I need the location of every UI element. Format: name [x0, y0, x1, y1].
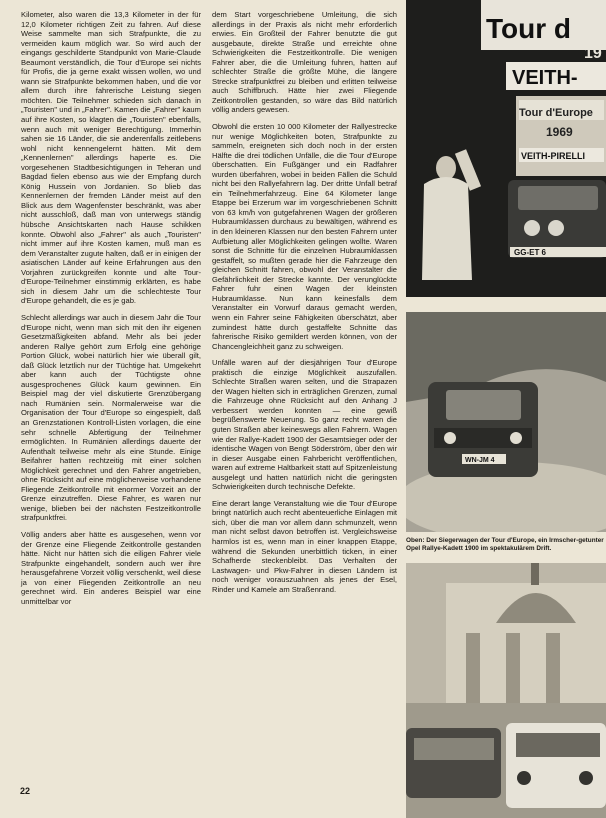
photo-finish-arch	[406, 0, 606, 297]
photo-cars-at-building	[406, 563, 606, 818]
paragraph: Kilometer, also waren die 13,3 Kilometer in der für 12,0 Kilometer richtigen Zeit zu fahren. Auf diese Weise sammelte man sich Strafpunkte, die zu vermeiden kaum möglich war. So wird auch der eingangs geschilderte Standpunkt von Marie-Claude Beaumont verständlich, die Tour d'Europe sei nichts für Profis, die ja gerne exakt wissen wollen, wo und wann sie Strafpunkte bekommen haben, und die vor allem durch ihre fahrerische Leistung siegen möchten. Die Teilnehmer schieden sich danach in „Touristen" und in „Fahrer". Kamen die „Fahrer" kaum auf ihre Kosten, so klagten die „Touristen" ebenfalls, wenn auch mit weniger Berechtigung. Immerhin sahen sie 16 Länder, die sie anderenfalls zeitlebens wohl nicht kennengelernt hätten. Mit dem „Kennenlernen" allerdings haperte es. Die vorgesehenen Stadtbesichtigungen in Teheran und Bagdad fielen ebenso aus wie der Empfang durch König Hussein von Jordanien. So blieb das Kennenlernen der fremden Länder meist auf den Blick aus dem Wagenfenster beschränkt, was aber nicht ausschloß, daß man von unterwegs ständig hübsche Ansichtskarten nach Hause schikken konnte. Obwohl also „Fahrer" als auch „Touristen" nicht immer auf ihre Kosten kamen, muß man es dem Veranstalter zugute halten, daß er in einigen der asiatischen Länder auf keine Erfahrungen aus den Vorjahren zurückgreifen konnte und alte Tour-d'Europe-Teilnehmer einstimmig erklärten, es habe sich in diesem Jahr um die schlechteste Tour d'Europe gehandelt, die es je gab.	[21, 10, 201, 306]
arch-title: Tour d'Europe	[519, 107, 593, 119]
banner-text: Tour d	[486, 13, 572, 44]
photo-rally-car-drift	[406, 312, 606, 532]
paragraph: Schlecht allerdings war auch in diesem Jahr die Tour d'Europe nicht, wenn man sich mit den ihr eigenen Gesetzmäßigkeiten abfand. Mehr als bei jeder anderen Rallye gehört zum Erfolg eine gehörige Portion Glück, wobei natürlich hier wie überall gilt, daß Glück letztlich nur der Tüchtige hat. Umgekehrt aber kann auch der Tüchtigste ohne ausgesprochenes Glück kaum gewinnen. Ein Beispiel mag der viel diskutierte Grenzübergang nach Rumänien sein. Normalerweise war die Organisation der Tour d'Europe so eingespielt, daß an Grenzstationen Kontroll-Listen vorlagen, die eine sehr schnelle Abfertigung der Teilnehmer ermöglichten. In Rumänien allerdings dauerte der Aufenthalt teilweise mehr als eine Stunde. Einige Beifahrer hatten rechtzeitig mit einer solchen Möglichkeit gerechnet und den Fahrer angetrieben, ohne Rücksicht auf eine möglicherweise vorhandene Fliegende Zeitkontrolle mit enormer Vorzeit an der Grenze einzutreffen. Diese Fahrer, es waren nur wenige, blieben bei der nächsten Festzeitkontrolle strafpunktfrei.	[21, 312, 201, 523]
text-column-middle	[212, 10, 397, 601]
paragraph: dem Start vorgeschriebene Umleitung, die sich allerdings in der Praxis als nicht mehr erforderlich erwies. Ein Großteil der Fahrer benutzte die gut ausgebaute, direkte Straße und erreichte ohne Schwierigkeiten die Festzeitkontrolle. Die wenigen Fahrer aber, die die Umleitung fuhren, hatten auf schlechter Straße die größte Mühe, die längere Strecke strafpunktfrei zu bleiben und erlitten teilweise auch Schiffbruch. Hätte hier zwei Fliegende Zeitkontrollen gestanden, so wäre das Bild natürlich völlig anders gewesen.	[212, 10, 397, 115]
paragraph: Obwohl die ersten 10 000 Kilometer der Rallyestrecke nur wenige Möglichkeiten boten, Strafpunkte zu sammeln, ereigneten sich doch noch in der ersten Hälfte die drei tödlichen Unfälle, die die Tour d'Europe überschatten. Ein Fußgänger und ein Radfahrer wurden überfahren, wobei in beiden Fällen die Schuld nicht bei den Rallyefahrern lag. Der dritte Unfall betraf ein Teilnehmerfahrzeug. Eine 64 Kilometer lange Etappe bei Erzerum war im vorgeschriebenen Schnitt von 63 km/h von gutgefahrenen Wagen der größeren Hubraumklassen durchaus zu bewältigen, während es in den kleineren Klassen nur den besten Fahrern unter Aufbietung aller Möglichkeiten gelingen wollte. Waren sonst die Schnitte für die einzelnen Hubraumklassen gestaffelt, so mußten gerade hier die Fahrzeuge den gleichen Schnitt fahren, obwohl der Veranstalter die Gefährlichkeit der Strecke kannte. Der verunglückte Fahrer fuhr einen Wagen der kleinsten Hubraumklasse. Nun kann keinesfalls dem Veranstalter ein Vorwurf daraus gemacht werden, wenn ein Fahrer seine Fähigkeiten überschätzt, aber zumindest hätte durch gestaffelte Schnitte das fahrerische Risiko gemildert werden können, von der Chancengleichheit ganz zu schweigen.	[212, 122, 397, 351]
page-number: 22	[20, 786, 31, 796]
veith-sign: VEITH-	[512, 67, 578, 89]
paragraph: Eine derart lange Veranstaltung wie die Tour d'Europe bringt natürlich auch recht abenteuerliche Einlagen mit sich, über die man vor allem dann schmunzelt, wenn man nicht selbst davon betroffen ist. Vergleichsweise harmlos ist es, wenn man in einer knappen Etappe, während die Sekunden unerbittlich ticken, in einer Schafherde steckenbleibt. Das Verhalten der Lastwagen- und Pkw-Fahrer in diesen Ländern ist noch weniger vorauszuahnen als jenes der Esel, Rinder und Kamele am Straßenrand.	[212, 498, 397, 594]
banner-year: 19	[584, 45, 602, 62]
paragraph: Völlig anders aber hätte es ausgesehen, wenn vor der Grenze eine Fliegende Zeitkontrolle gestanden hätte. Nicht nur hätten sich die eiligen Fahrer viele Strafpunkte eingehandelt, sondern auch wer ihre herausgefahrene Vorzeit völlig verschenkt, weil diese ja von einer Fliegenden Zeitkontrolle an neu gerechnet wird. Ein anderes Beispiel war eine unmittelbar vor	[21, 529, 201, 606]
paragraph: Unfälle waren auf der diesjährigen Tour d'Europe praktisch die einzige Möglichkeit auszufallen. Schlechte Straßen waren selten, und die Strapazen der Wagen hielten sich in erträglichen Grenzen, zumal die Fahrzeuge ohne Rücksicht auf den Anhang J verbessert werden konnten — eine gewiß begrüßenswerte Neuerung. So ganz recht waren die guten Straßen aber keineswegs allen Fahrern. Wagen wie der Rallye-Kadett 1900 der Gesamtsieger oder der identische Wagen von Bengt Söderström, über den wir in dieser Ausgabe einen Fahrbericht veröffentlichen, waren auf extreme Haltbarkeit statt auf Spitzenleistung ausgelegt und hatten natürlich nicht die geringsten Schwierigkeiten durch technische Defekte.	[212, 358, 397, 492]
text-column-left	[21, 10, 201, 613]
license-plate: GG-ET 6	[514, 248, 547, 257]
license-plate: WN-JM 4	[465, 457, 495, 464]
photo-caption: Oben: Der Siegerwagen der Tour d'Europe, ein Irmscher-getunter Opel Rallye-Kadett 1900 im spektakulärem Drift.	[406, 537, 604, 552]
arch-bottom: VEITH-PIRELLI	[521, 151, 586, 161]
arch-year: 1969	[546, 125, 573, 139]
